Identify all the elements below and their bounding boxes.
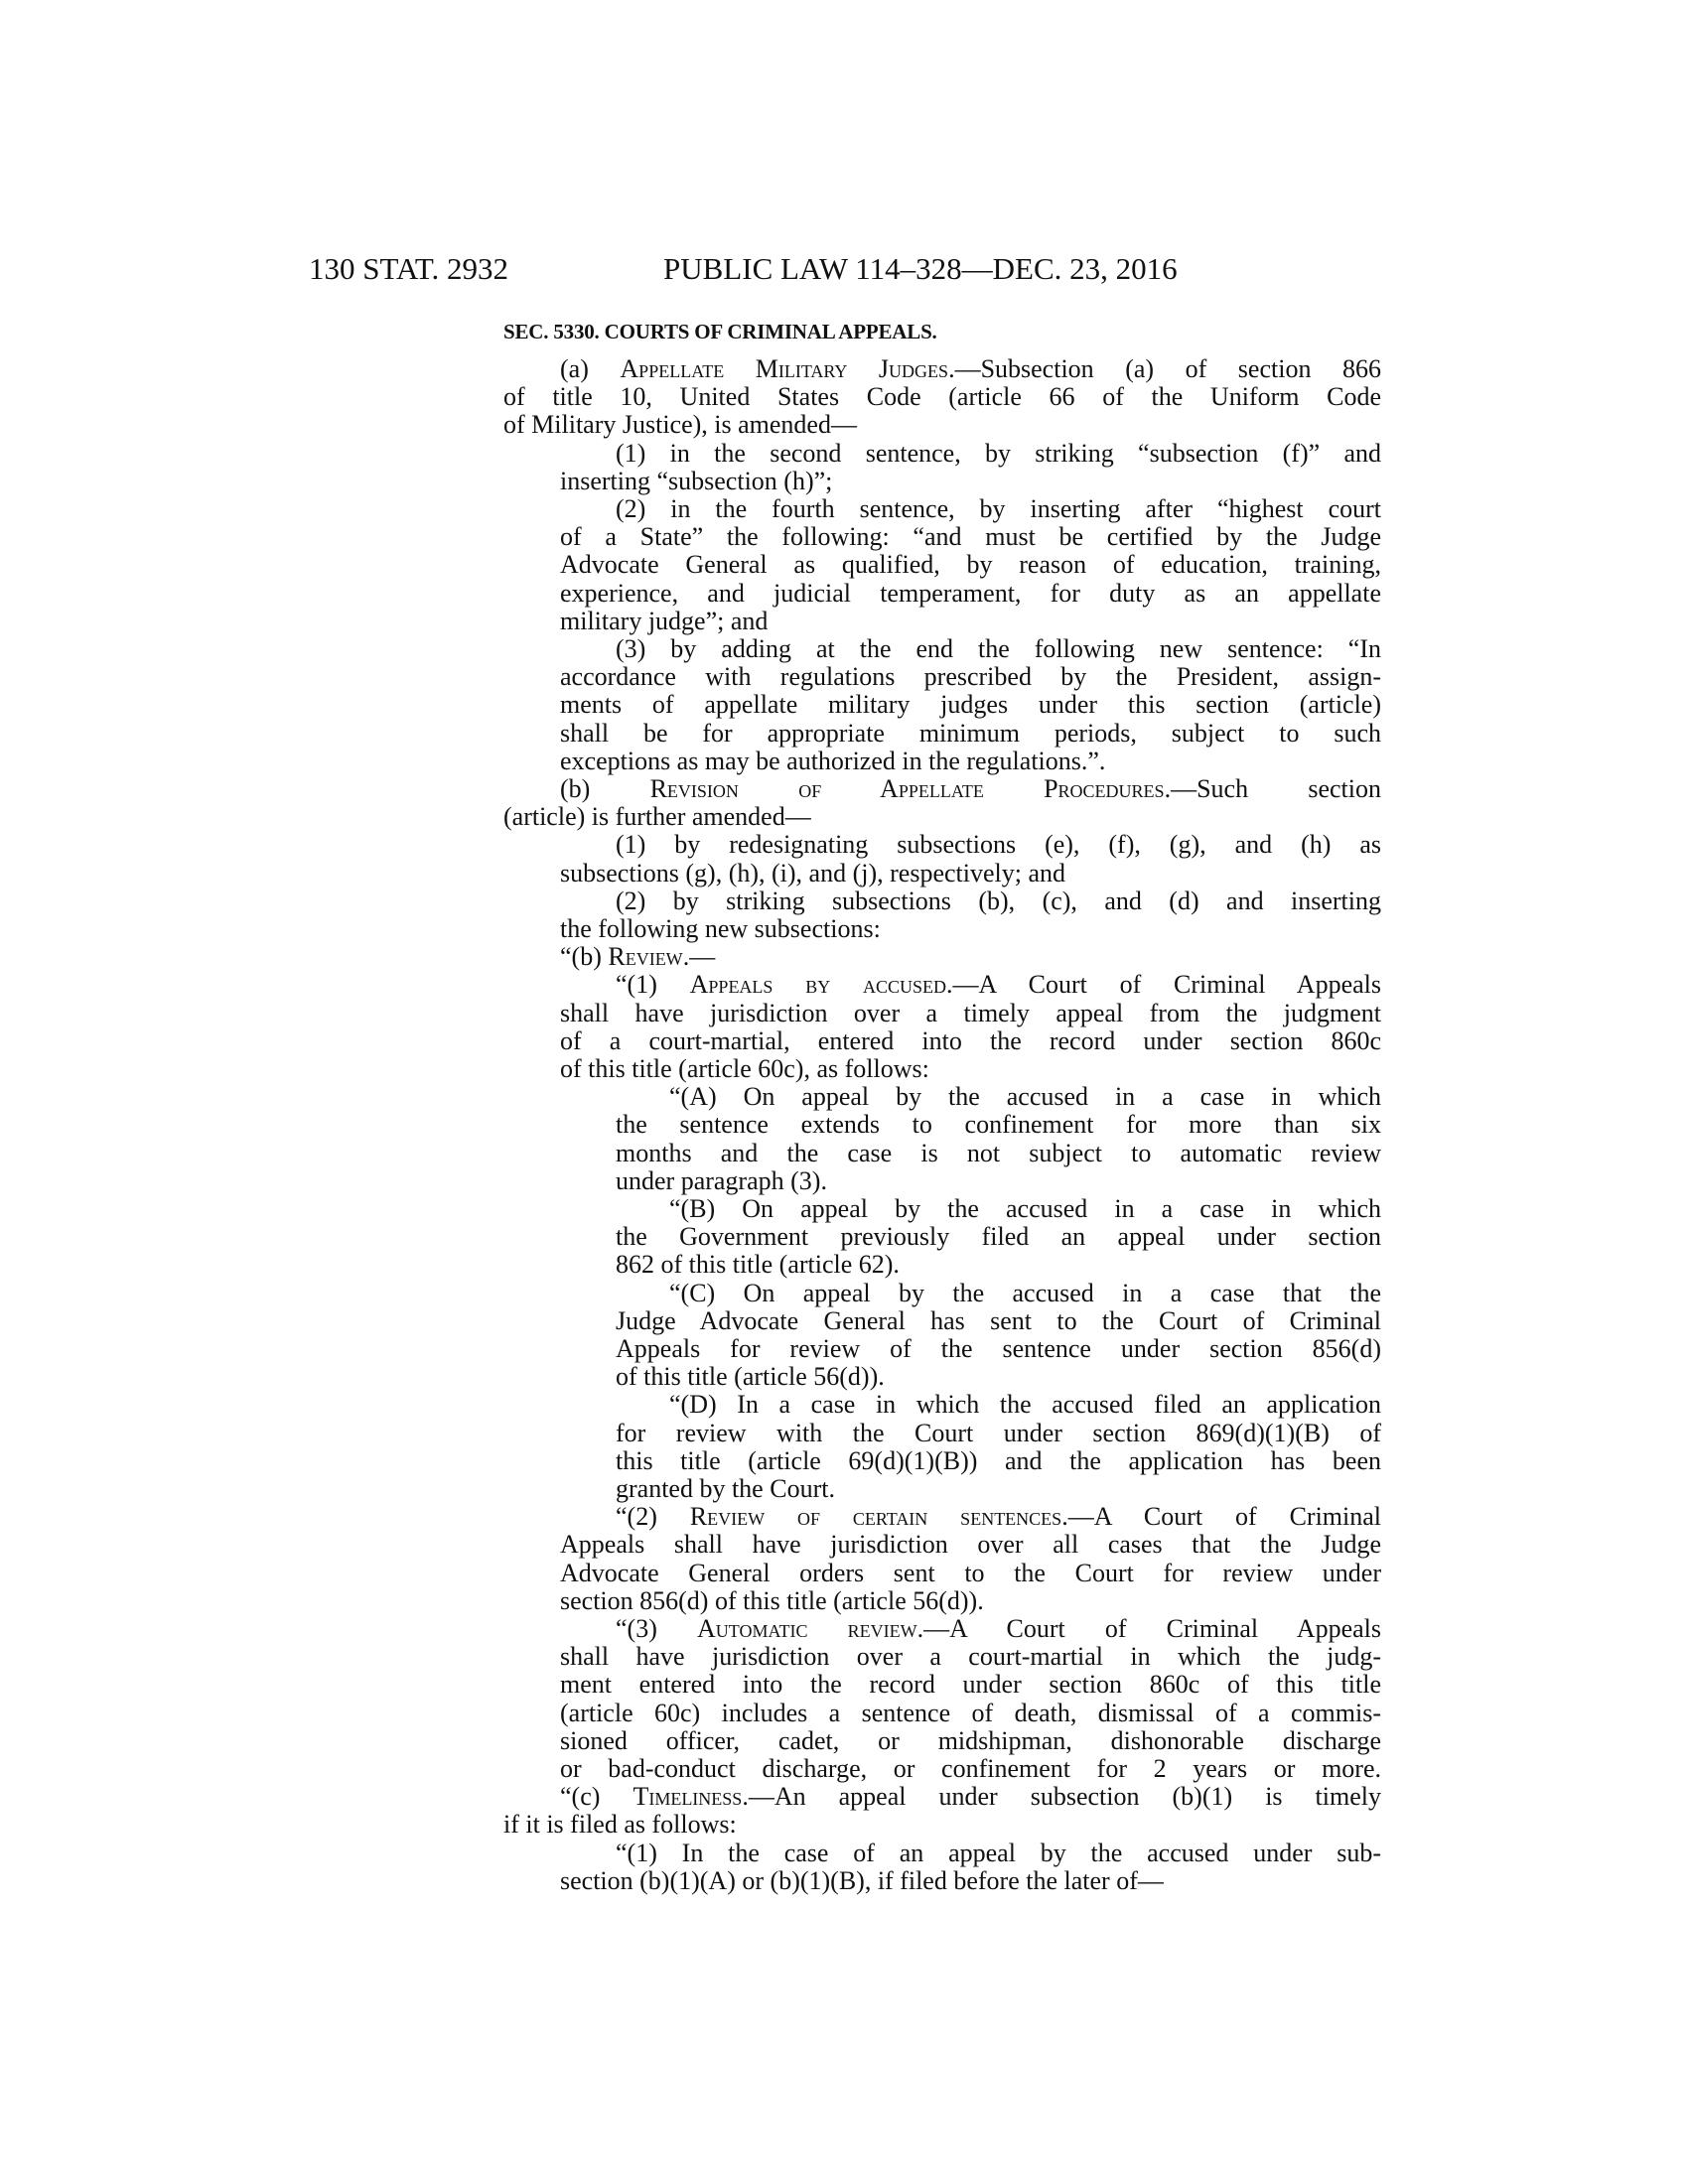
text-line [560,608,1381,635]
text-line [560,523,1381,551]
text-line [669,1195,1381,1223]
line-text: “(b) [560,942,609,972]
section-heading: SEC. 5330. COURTS OF CRIMINAL APPEALS. [503,320,937,343]
line-text: exceptions as may be authorized in the regulations.”. [560,746,1106,775]
line-text: ments of appellate military judges under this section (article) [560,690,1381,720]
line-text: (2) in the fourth sentence, by inserting after “highest court [616,494,1381,523]
text-line [616,1447,1381,1475]
text-line [616,1140,1381,1167]
line-text: military judge”; and [560,606,769,635]
line-text: the following new subsections: [560,914,881,943]
text-line [560,720,1381,748]
text-line [616,1840,1381,1867]
text-line [560,1587,1381,1615]
text-line [560,691,1381,719]
line-text: sioned officer, cadet, or midshipman, dishonorable discharge [560,1725,1381,1755]
text-line [616,1420,1381,1447]
subsection-heading: Review of certain sentences [689,1502,1062,1532]
subsection-heading: Appellate Military Judges [620,354,949,383]
public-law-title: PUBLIC LAW 114–328—DEC. 23, 2016 [663,251,1178,286]
line-text: Appeals shall have jurisdiction over all cases that the Judge [560,1530,1381,1560]
line-text: shall be for appropriate minimum periods, subject to such [560,718,1381,748]
line-text: Judge Advocate General has sent to the Court of Criminal [616,1305,1381,1335]
line-text: .—A Court of Criminal Appeals [946,970,1382,1000]
subsection-heading: Appeals by accused [689,970,946,1000]
text-line [616,1223,1381,1251]
line-text: (1) by redesignating subsections (e), (f), (g), and (h) as [616,830,1381,860]
text-line [560,943,1381,971]
line-text: the sentence extends to confinement for more than six [616,1110,1381,1140]
text-line [503,1811,1381,1839]
text-line [616,635,1381,663]
text-line [616,971,1381,999]
line-text: section (b)(1)(A) or (b)(1)(B), if filed before the later of— [560,1865,1164,1895]
line-text: .—A Court of Criminal Appeals [916,1614,1382,1643]
line-text: section 856(d) of this title (article 56(d)). [560,1585,984,1615]
text-line [560,468,1381,495]
line-text: “(B) On appeal by the accused in a case in which [669,1194,1381,1223]
text-line [616,1363,1381,1391]
line-text: “(C) On appeal by the accused in a case that the [669,1278,1381,1307]
line-text: shall have jurisdiction over a timely appeal from the judgment [560,998,1381,1027]
text-line [560,551,1381,579]
text-line [616,495,1381,523]
text-line [560,663,1381,691]
line-text: Advocate General orders sent to the Court for review under [560,1558,1381,1587]
line-text: of this title (article 60c), as follows: [560,1054,929,1083]
line-text: Appeals for review of the sentence under section 856(d) [616,1334,1381,1363]
text-line [560,915,1381,943]
text-line [616,1111,1381,1139]
line-text: (article 60c) includes a sentence of death, dismissal of a commis- [560,1698,1381,1727]
text-line [503,383,1381,411]
text-line [560,1727,1381,1755]
line-text: “(1) [616,970,690,1000]
text-line [616,1167,1381,1195]
line-text: granted by the Court. [616,1474,835,1503]
line-text: of this title (article 56(d)). [616,1362,885,1392]
text-line [616,831,1381,859]
text-line [560,1055,1381,1083]
line-text: if it is filed as follows: [503,1810,737,1840]
line-text: 862 of this title (article 62). [616,1250,900,1280]
line-text: (b) [560,774,650,803]
line-text: accordance with regulations prescribed by the President, assign- [560,662,1381,692]
text-line [560,580,1381,608]
text-line [560,1671,1381,1699]
text-line [669,1391,1381,1419]
line-text: months and the case is not subject to automatic review [616,1138,1381,1167]
line-text: shall have jurisdiction over a court-martial in which the judg- [560,1642,1381,1672]
text-line [560,1560,1381,1587]
line-text: (2) by striking subsections (b), (c), and (d) and inserting [616,886,1381,915]
line-text: .—A Court of Criminal [1061,1502,1381,1532]
line-text: of Military Justice), is amended— [503,410,857,440]
text-line [616,1475,1381,1503]
text-line [560,1700,1381,1727]
line-text: “(3) [616,1614,697,1643]
line-text: .— [682,942,716,972]
line-text: .—Such section [1164,774,1381,803]
line-text: of a court-martial, entered into the record under section 860c [560,1025,1381,1055]
line-text: Advocate General as qualified, by reason of education, training, [560,550,1381,580]
text-line [669,1083,1381,1111]
text-line [503,803,1381,831]
line-text: “(A) On appeal by the accused in a case in which [669,1082,1381,1112]
text-line [560,1867,1381,1895]
subsection-heading: Review [608,942,683,972]
text-line [616,1615,1381,1643]
line-text: inserting “subsection (h)”; [560,466,833,495]
line-text: of title 10, United States Code (article 66 of the Uniform Code [503,382,1381,412]
text-line [560,1643,1381,1671]
stat-page-number: 130 STAT. 2932 [309,251,509,286]
text-line [616,887,1381,915]
text-line [560,1027,1381,1055]
text-line [560,1755,1381,1783]
line-text: (3) by adding at the end the following new sentence: “In [616,634,1381,663]
line-text: for review with the Court under section 869(d)(1)(B) of [616,1418,1381,1447]
line-text: or bad-conduct discharge, or confinement for 2 years or more. [560,1754,1381,1783]
line-text: ment entered into the record under section 860c of this title [560,1670,1381,1700]
subsection-heading: Revision of Appellate Procedures [649,774,1165,803]
text-line [560,860,1381,887]
text-line [616,1251,1381,1279]
text-line [560,1531,1381,1559]
line-text: (a) [560,354,621,383]
line-text: of a State” the following: “and must be certified by the Judge [560,522,1381,552]
line-text: .—Subsection (a) of section 866 [948,354,1381,383]
text-line [616,1307,1381,1335]
subsection-heading: Automatic review [697,1614,917,1643]
text-line [616,1503,1381,1531]
line-text: this title (article 69(d)(1)(B)) and the application has been [616,1445,1381,1475]
line-text: “(1) In the case of an appeal by the accused under sub- [616,1838,1381,1867]
text-line [616,1335,1381,1363]
line-text: under paragraph (3). [616,1165,827,1195]
text-line [503,411,1381,439]
line-text: subsections (g), (h), (i), and (j), respectively; and [560,858,1066,887]
text-line [560,748,1381,775]
line-text: the Government previously filed an appeal under section [616,1222,1381,1252]
text-line [560,775,1381,803]
line-text: “(c) [560,1782,633,1812]
line-text: experience, and judicial temperament, for duty as an appellate [560,578,1381,608]
line-text: (article) is further amended— [503,802,811,832]
line-text: .—An appeal under subsection (b)(1) is timely [742,1782,1381,1812]
text-line [616,440,1381,468]
text-line [669,1280,1381,1307]
text-line [560,1783,1381,1811]
subsection-heading: Timeliness [633,1782,743,1812]
text-line [560,355,1381,383]
line-text: “(D) In a case in which the accused filed an application [669,1390,1381,1420]
line-text: “(2) [616,1502,690,1532]
line-text: (1) in the second sentence, by striking “subsection (f)” and [616,438,1381,468]
text-line [560,1000,1381,1027]
